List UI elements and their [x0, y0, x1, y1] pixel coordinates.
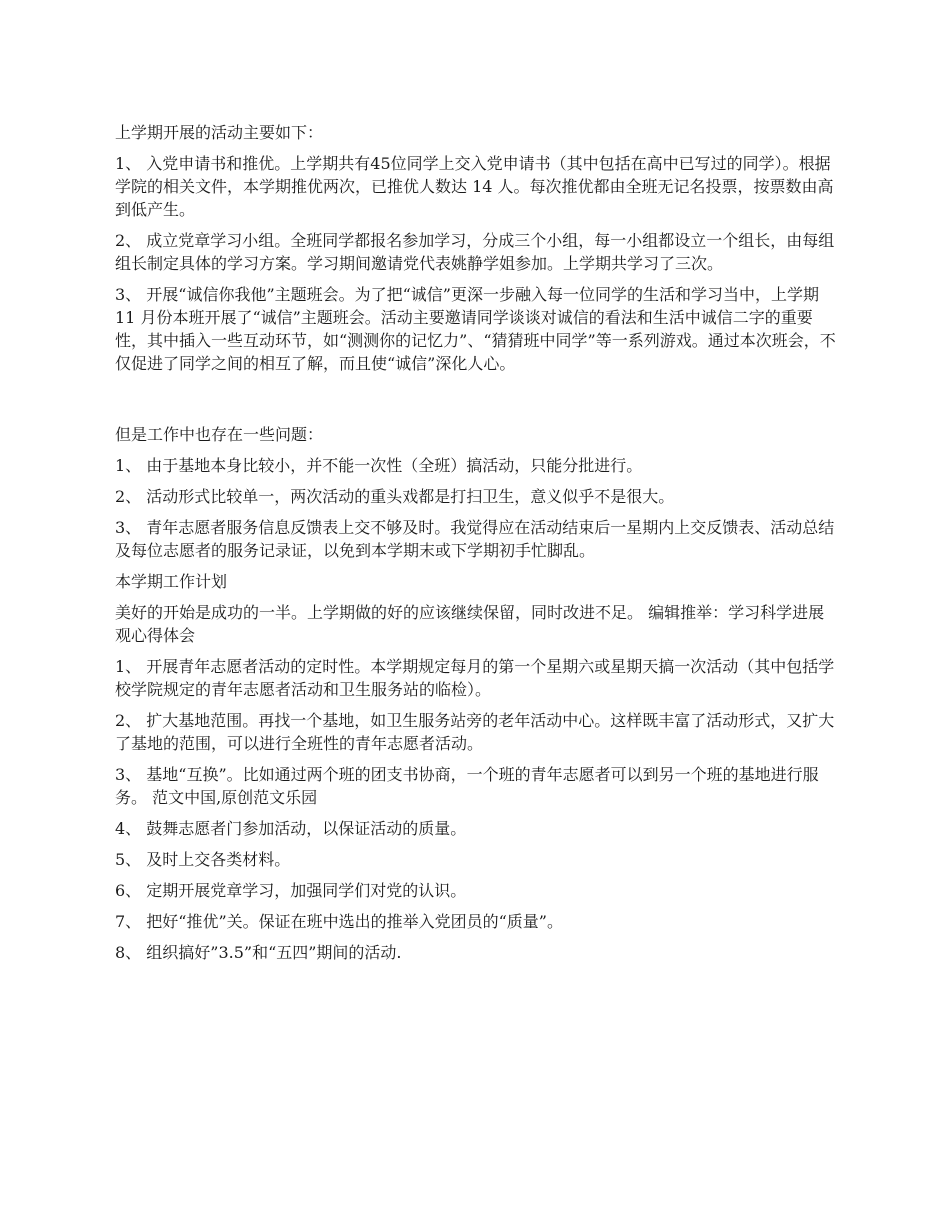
paragraph-intro: 美好的开始是成功的一半。上学期做的好的应该继续保留，同时改进不足。 编辑推举：学习科学进展观心得体会: [115, 603, 825, 645]
paragraph-item: 3、 青年志愿者服务信息反馈表上交不够及时。我觉得应在活动结束后一星期内上交反馈表、活动总结及每位志愿者的服务记录证，以免到本学期末或下学期初手忙脚乱。: [115, 518, 835, 560]
section-heading-last-term-activities: 上学期开展的活动主要如下：: [115, 123, 324, 142]
paragraph-item: 1、 开展青年志愿者活动的定时性。本学期规定每月的第一个星期六或星期天搞一次活动（其中包括学校学院规定的青年志愿者活动和卫生服务站的临检）。: [115, 657, 835, 699]
paragraph-item: 8、 组织搞好”3.5”和“五四”期间的活动.: [115, 943, 402, 962]
paragraph-item: 3、 基地“互换”。比如通过两个班的团支书协商，一个班的青年志愿者可以到另一个班的基地进行服务。 范文中国,原创范文乐园: [115, 765, 819, 807]
paragraph-item: 3、 开展“诚信你我他”主题班会。为了把“诚信”更深一步融入每一位同学的生活和学习当中，上学期 11 月份本班开展了“诚信”主题班会。活动主要邀请同学谈谈对诚信的看法和生活中诚信二字的重要性，其中插入一些互动环节，如“测测你的记忆力”、“猜猜班中同学”等一系列游戏。通过本次班会，不仅促进了同学之间的相互了解，而且使“诚信”深化人心。: [115, 285, 836, 373]
paragraph-item: 2、 扩大基地范围。再找一个基地，如卫生服务站旁的老年活动中心。这样既丰富了活动形式，又扩大了基地的范围，可以进行全班性的青年志愿者活动。: [115, 711, 835, 753]
paragraph-item: 6、 定期开展党章学习，加强同学们对党的认识。: [115, 881, 467, 900]
section-heading-work-plan: 本学期工作计划: [115, 572, 228, 591]
paragraph-item: 1、 入党申请书和推优。上学期共有45位同学上交入党申请书（其中包括在高中已写过的同学）。根据学院的相关文件，本学期推优两次，已推优人数达 14 人。每次推优都由全班无记名投票，按票数由高到低产生。: [115, 154, 834, 219]
paragraph-item: 1、 由于基地本身比较小，并不能一次性（全班）搞活动，只能分批进行。: [115, 456, 643, 475]
paragraph-item: 2、 活动形式比较单一，两次活动的重头戏都是打扫卫生，意义似乎不是很大。: [115, 487, 675, 506]
section-spacer: [115, 383, 840, 423]
paragraph-item: 2、 成立党章学习小组。全班同学都报名参加学习，分成三个小组，每一小组都设立一个组长，由每组组长制定具体的学习方案。学习期间邀请党代表姚静学姐参加。上学期共学习了三次。: [115, 231, 835, 273]
document-body: [115, 121, 840, 972]
paragraph-item: 5、 及时上交各类材料。: [115, 850, 291, 869]
paragraph-item: 4、 鼓舞志愿者门参加活动，以保证活动的质量。: [115, 819, 467, 838]
paragraph-item: 7、 把好“推优”关。保证在班中选出的推举入党团员的“质量”。: [115, 912, 563, 931]
section-heading-problems: 但是工作中也存在一些问题：: [115, 425, 324, 444]
